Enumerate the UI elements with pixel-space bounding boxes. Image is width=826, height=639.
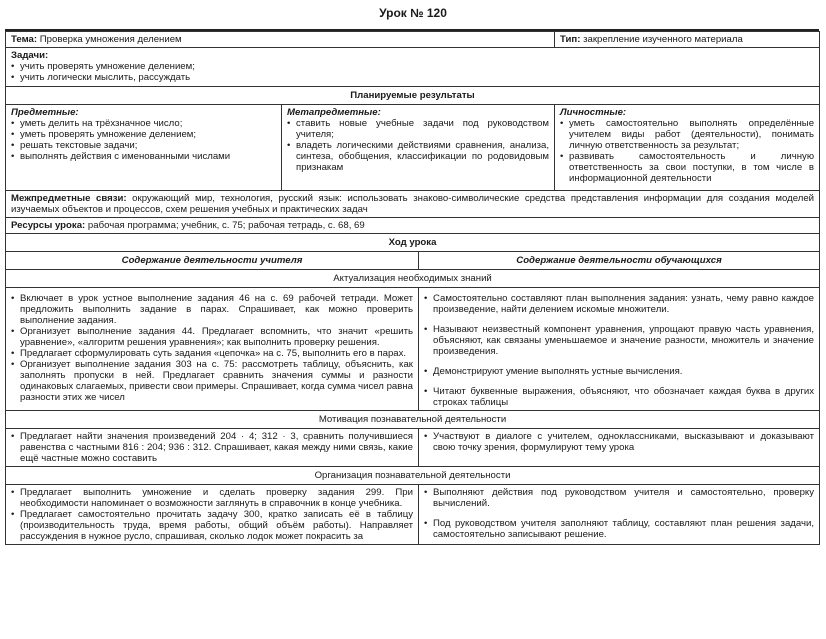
topic-label: Тема: [11, 34, 38, 45]
topic-row [6, 32, 820, 48]
students-activity-list [424, 487, 814, 540]
resources-value: рабочая программа; учебник, с. 75; рабочая тетрадь, с. 68, 69 [87, 220, 365, 231]
list-item: • Называют неизвестный компонент уравнения, упрощают правую часть уравнения, объясняют, как связаны уменьшаемое и значение разности, множитель и значение произведения. [424, 324, 814, 357]
section-title: Актуализация необходимых знаний [6, 270, 820, 288]
topic-value: Проверка умножения делением [39, 34, 182, 45]
teacher-column-header: Содержание деятельности учителя [6, 252, 419, 270]
subject-label: Предметные: [11, 107, 79, 118]
students-activity-list [424, 293, 814, 408]
course-header-row [6, 234, 820, 252]
type-cell [555, 32, 820, 48]
list-item: • Включает в урок устное выполнение задания 46 на с. 69 рабочей тетради. Может предложить выполнить задание в парах. Спрашивает, как можно проверить выполнение задания. [11, 293, 413, 326]
lesson-plan-table [5, 29, 819, 545]
teacher-activity-cell [6, 288, 419, 411]
tasks-cell [6, 48, 820, 87]
list-item: • Читают буквенные выражения, объясняют, что обозначает каждая буква в других строках таблицы [424, 386, 814, 408]
planned-results-row [6, 105, 820, 191]
students-activity-cell [419, 429, 820, 467]
list-item: • ставить новые учебные задачи под руководством учителя; [287, 118, 549, 140]
students-activity-cell [419, 485, 820, 545]
resources-row [6, 218, 820, 234]
list-item: • Предлагает самостоятельно прочитать задачу 300, кратко записать её в таблицу (производительность труда, время работы, общий объём работы). Направляет рассуждения в нужное русло, спрашивая, сколько лодок может покрасить за [11, 509, 413, 542]
list-item: • учить проверять умножение делением; [11, 61, 814, 72]
section-header-row [6, 411, 820, 429]
section-content-row [6, 288, 820, 411]
interdisciplinary-value: окружающий мир, технология, русский язык: использовать знаково-символические средства представления информации для создания моделей изучаемых объектов и процессов, схем решения учебных и практических задач [11, 193, 815, 215]
meta-label: Метапредметные: [287, 107, 381, 118]
tasks-list [11, 61, 814, 83]
list-item: • Предлагает найти значения произведений 204 · 4; 312 · 3, сравнить получившиеся равенства с частными 816 : 204; 936 : 312. Спрашивает, какая между ними связь, какие ещё частные можно составить [11, 431, 413, 464]
teacher-activity-cell [6, 429, 419, 467]
page-title: Урок № 120 [379, 6, 447, 20]
subject-list [11, 118, 276, 162]
list-item: • уметь самостоятельно выполнять определённые учителем виды работ (деятельности), понимать личную ответственность за результат; [560, 118, 814, 151]
list-item: • решать текстовые задачи; [11, 140, 276, 151]
personal-label: Личностные: [560, 107, 627, 118]
subject-results-cell [6, 105, 282, 191]
list-item: • уметь делить на трёхзначное число; [11, 118, 276, 129]
list-item: • Организует выполнение задания 303 на с. 75: рассмотреть таблицу, объяснить, как заполнять пропуски в ней. Предлагает сравнить значения суммы и разности одинаковых слагаемых, привести свои примеры. Спрашивает, когда сумма чисел равна разности этих же чисел [11, 359, 413, 403]
list-item: • Организует выполнение задания 44. Предлагает вспомнить, что значит «решить уравнение», «алгоритм решения уравнения»; как выполнить проверку решения. [11, 326, 413, 348]
resources-label: Ресурсы урока: [11, 220, 86, 231]
planned-header: Планируемые результаты [6, 87, 820, 105]
list-item: • Под руководством учителя заполняют таблицу, составляют план решения задачи, самостоятельно записывают решение. [424, 518, 814, 540]
resources-cell [6, 218, 820, 234]
list-item: • Предлагает выполнить умножение и сделать проверку задания 299. При необходимости напоминает о возможности заглянуть в справочник в конце учебника. [11, 487, 413, 509]
list-item: • уметь проверять умножение делением; [11, 129, 276, 140]
type-label: Тип: [560, 34, 581, 45]
section-header-row [6, 467, 820, 485]
interdisciplinary-label: Межпредметные связи: [11, 193, 127, 204]
students-activity-cell [419, 288, 820, 411]
topic-cell [6, 32, 555, 48]
list-item: • развивать самостоятельность и личную ответственность за свои поступки, в том числе в информационной деятельности [560, 151, 814, 184]
personal-results-cell [555, 105, 820, 191]
meta-results-cell [282, 105, 555, 191]
list-item: • Предлагает сформулировать суть задания «цепочка» на с. 75, выполнить его в парах. [11, 348, 413, 359]
students-activity-list [424, 431, 814, 453]
teacher-activity-list [11, 293, 413, 403]
section-content-row [6, 429, 820, 467]
list-item: • выполнять действия с именованными числами [11, 151, 276, 162]
teacher-activity-list [11, 487, 413, 542]
section-header-row [6, 270, 820, 288]
list-item: • учить логически мыслить, рассуждать [11, 72, 814, 83]
section-content-row [6, 485, 820, 545]
students-column-header: Содержание деятельности обучающихся [419, 252, 820, 270]
list-item: • Самостоятельно составляют план выполнения задания: узнать, чему равно каждое произведение, найти делением искомые множители. [424, 293, 814, 315]
tasks-label: Задачи: [11, 50, 49, 61]
interdisciplinary-cell [6, 191, 820, 218]
type-value: закрепление изученного материала [583, 34, 743, 45]
section-title: Мотивация познавательной деятельности [6, 411, 820, 429]
list-item: • Выполняют действия под руководством учителя и самостоятельно, проверку вычислений. [424, 487, 814, 509]
list-item: • Участвуют в диалоге с учителем, одноклассниками, высказывают и доказывают свою точку зрения, формулируют тему урока [424, 431, 814, 453]
list-item: • Демонстрируют умение выполнять устные вычисления. [424, 366, 814, 377]
columns-header-row [6, 252, 820, 270]
course-header: Ход урока [6, 234, 820, 252]
planned-header-row [6, 87, 820, 105]
section-title: Организация познавательной деятельности [6, 467, 820, 485]
meta-list [287, 118, 549, 173]
teacher-activity-cell [6, 485, 419, 545]
tasks-row [6, 48, 820, 87]
personal-list [560, 118, 814, 184]
teacher-activity-list [11, 431, 413, 464]
interdisciplinary-row [6, 191, 820, 218]
list-item: • владеть логическими действиями сравнения, анализа, синтеза, обобщения, классификации по родовидовым признакам [287, 140, 549, 173]
